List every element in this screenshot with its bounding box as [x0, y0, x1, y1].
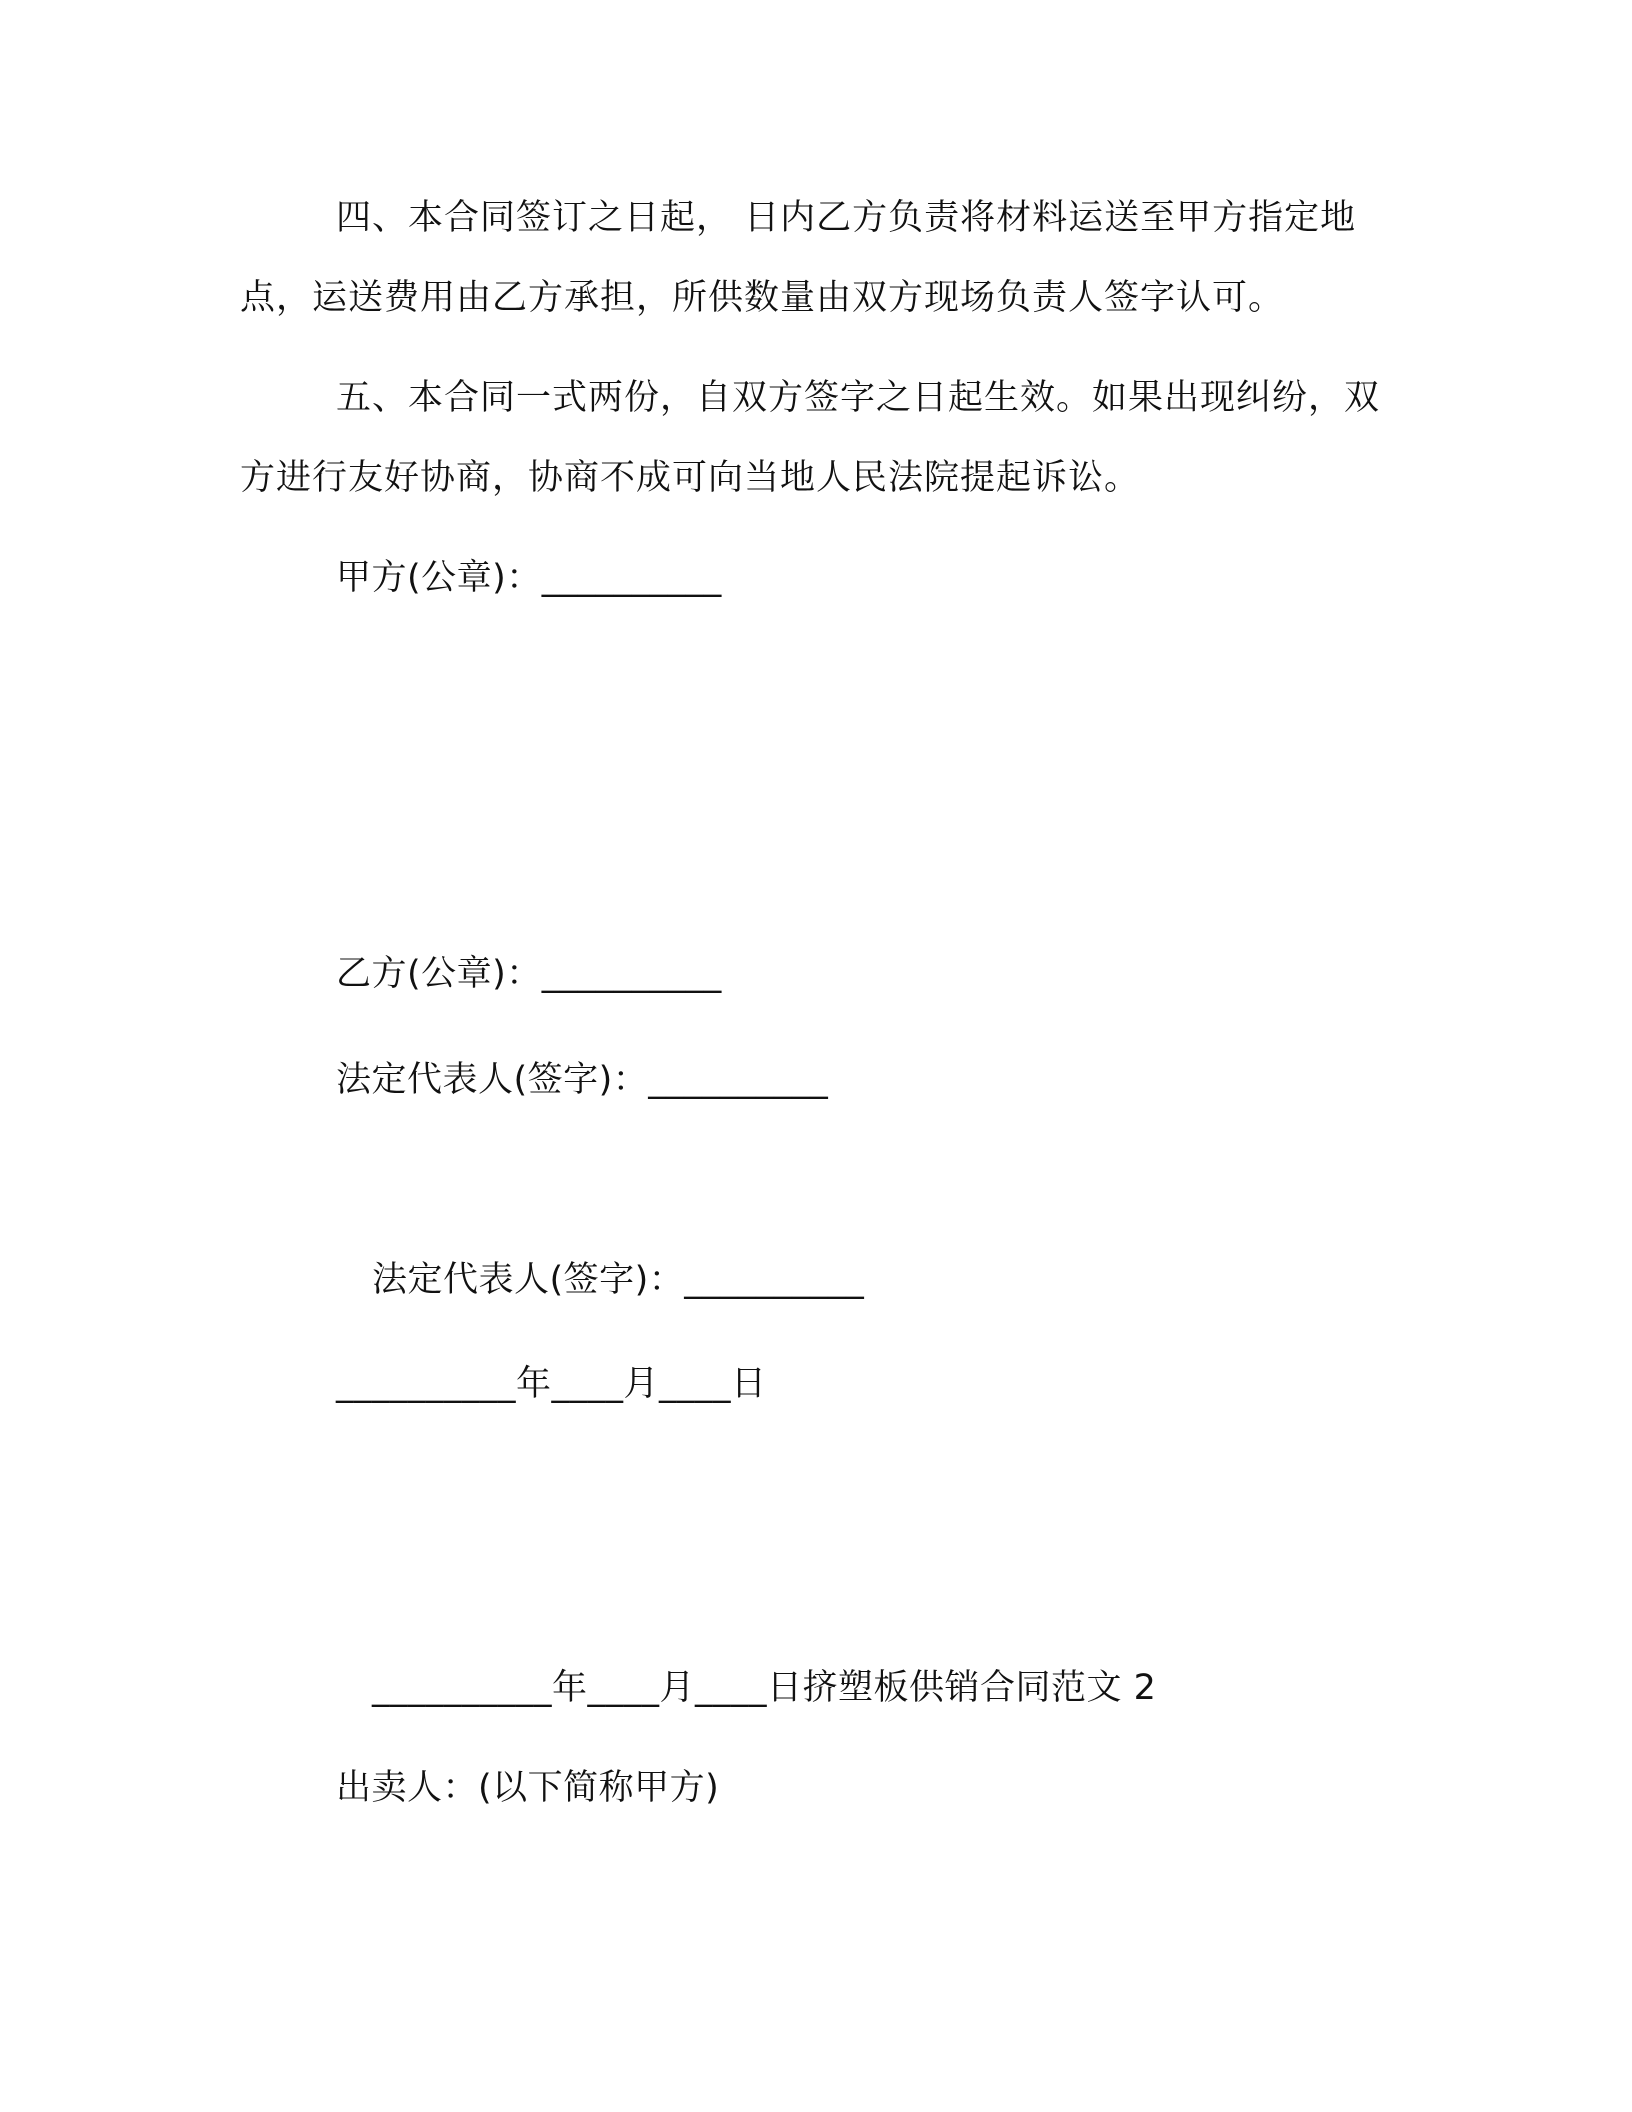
seller-line: 出卖人：(以下简称甲方): [336, 1768, 720, 1808]
clause-5: 五、本合同一式两份，自双方签字之日起生效。如果出现纠纷，双方进行友好协商，协商不成可向当地人民法院提起诉讼。: [240, 378, 1381, 498]
party-a-seal: 甲方(公章)：__________: [336, 558, 722, 598]
clause-4: 四、本合同签订之日起， 日内乙方负责将材料运送至甲方指定地点，运送费用由乙方承担，所供数量由双方现场负责人签字认可。: [240, 198, 1357, 318]
legal-representative-signature: 法定代表人(签字)：__________: [336, 1060, 829, 1100]
date-line: __________年____月____日: [336, 1364, 767, 1404]
party-b-seal: 乙方(公章)：__________: [336, 954, 722, 994]
legal-representative-signature-2: 法定代表人(签字)：__________: [372, 1260, 865, 1300]
next-contract-title: __________年____月____日挤塑板供销合同范文 2: [372, 1668, 1157, 1708]
